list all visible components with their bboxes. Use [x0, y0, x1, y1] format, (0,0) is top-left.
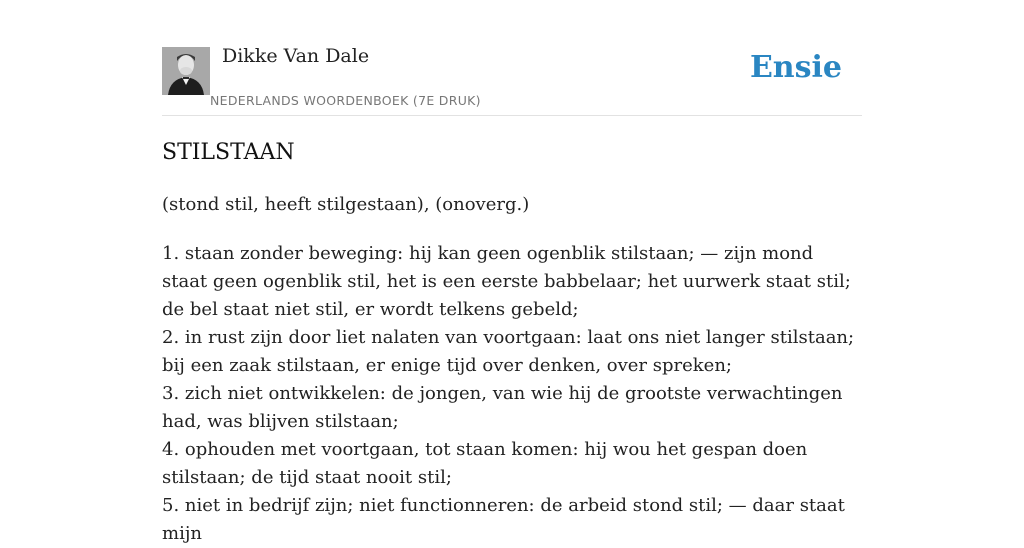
author-avatar: [162, 47, 210, 95]
author-name[interactable]: Dikke Van Dale: [222, 45, 370, 67]
definition-item: 3. zich niet ontwikkelen: de jongen, van wie hij de grootste verwachtingen had, was blijven stilstaan;: [162, 383, 843, 432]
definition-item: 1. staan zonder beweging: hij kan geen ogenblik stilstaan; — zijn mond staat geen ogenblik stil, het is een eerste babbelaar; het uurwerk staat stil; de bel staat niet stil, er wordt telkens gebeld;: [162, 243, 851, 320]
entry-title: STILSTAAN: [162, 140, 295, 165]
entry-header: [162, 0, 862, 116]
brand-logo[interactable]: Ensie: [749, 50, 842, 85]
definition-item: 5. niet in bedrijf zijn; niet functionneren: de arbeid stond stil; — daar staat mijn: [162, 495, 845, 544]
definition-item: 2. in rust zijn door liet nalaten van voortgaan: laat ons niet langer stilstaan; bij een zaak stilstaan, er enige tijd over denken, over spreken;: [162, 327, 855, 376]
definition-item: 4. ophouden met voortgaan, tot staan komen: hij wou het gespan doen stilstaan; de tijd staat nooit stil;: [162, 439, 808, 488]
definition-list: [162, 240, 864, 548]
entry-grammar: (stond stil, heeft stilgestaan), (onoverg.): [162, 194, 530, 215]
portrait-image: [162, 47, 210, 95]
source-label[interactable]: NEDERLANDS WOORDENBOEK (7E DRUK): [210, 93, 481, 108]
